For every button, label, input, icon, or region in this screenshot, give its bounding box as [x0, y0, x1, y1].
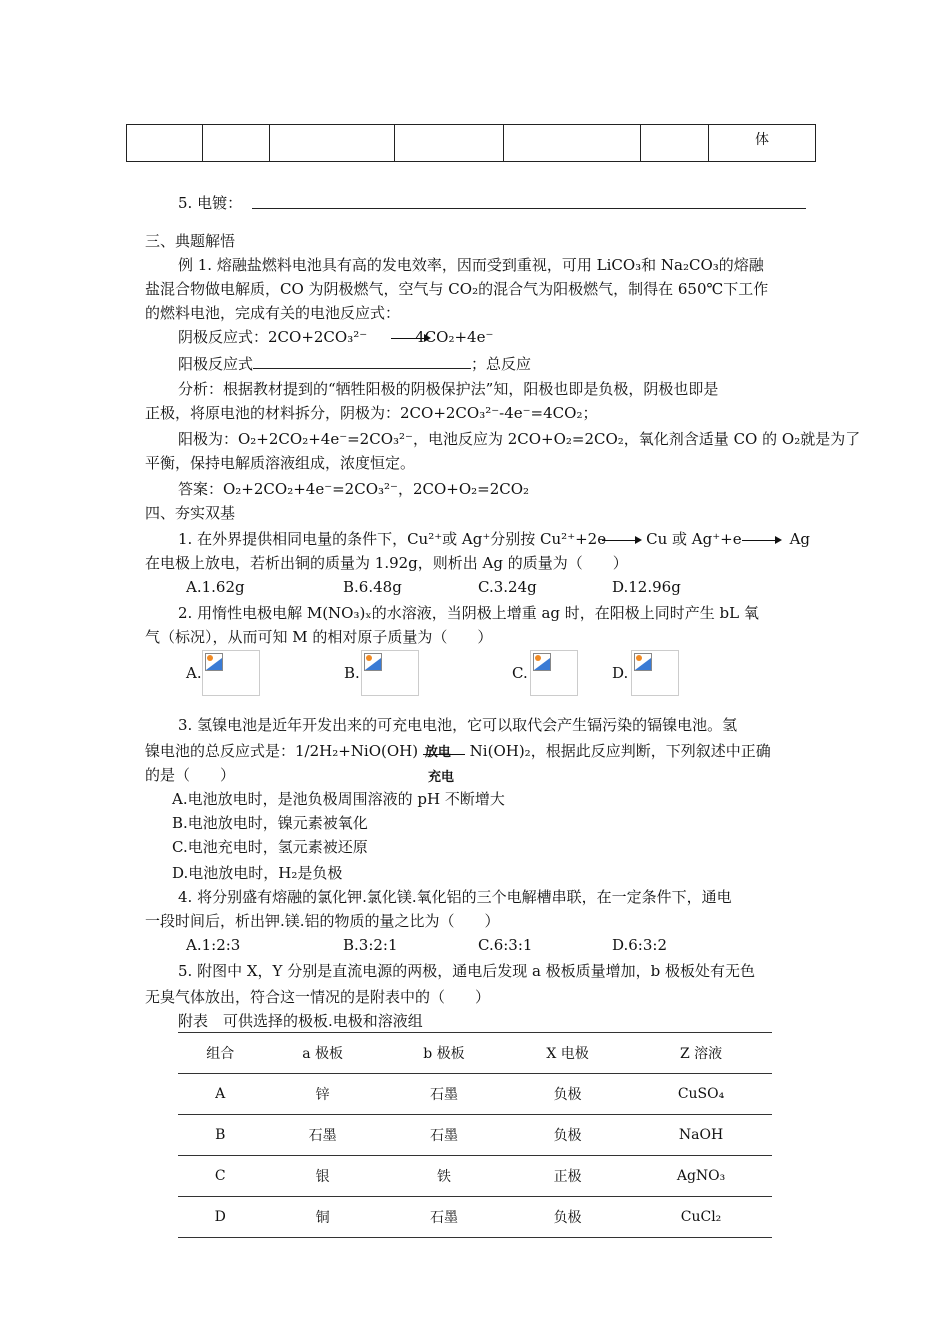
table-cell: 负极	[505, 1197, 630, 1238]
table-cell	[504, 125, 641, 162]
image-placeholder	[202, 650, 260, 696]
q2-option-b: B.	[344, 664, 360, 682]
q3-text-product: Ni(OH)₂，根据此反应判断，下列叙述中正确	[469, 742, 771, 760]
q4-option-c: C.6:3:1	[478, 936, 533, 954]
table-header: b 极板	[383, 1033, 505, 1074]
q4-option-d: D.6:3:2	[612, 936, 667, 954]
example1-line2: 盐混合物做电解质，CO 为阴极燃气，空气与 CO₂的混合气为阳极燃气，制得在 650℃下工作	[145, 280, 769, 298]
table-cell-last: 体	[709, 125, 816, 162]
table-cell: 石墨	[262, 1115, 382, 1156]
q1-option-b: B.6.48g	[343, 578, 402, 596]
q1-text-c: Ag	[789, 530, 811, 548]
table-header: X 电极	[505, 1033, 630, 1074]
q3-option-c: C.电池充电时，氢元素被还原	[172, 838, 368, 856]
analysis-line1: 分析：根据教材提到的“牺牲阳极的阴极保护法”知，阳极也即是负极，阴极也即是	[178, 380, 719, 398]
table-cell: AgNO₃	[630, 1156, 772, 1197]
q3-option-b: B.电池放电时，镍元素被氧化	[172, 814, 368, 832]
table-header: 组合	[178, 1033, 262, 1074]
analysis-line2: 正极，将原电池的材料拆分，阴极为：2CO+2CO₃²⁻-4e⁻=4CO₂；	[145, 404, 598, 422]
analysis-line3: 阳极为：O₂+2CO₂+4e⁻=2CO₃²⁻，电池反应为 2CO+O₂=2CO₂，氧化剂含适量 CO 的 O₂就是为了	[178, 430, 861, 448]
table-cell: 正极	[505, 1156, 630, 1197]
item5-blank-line	[252, 208, 806, 209]
cathode-equation	[178, 326, 493, 347]
cathode-product: 4CO₂+4e⁻	[415, 328, 494, 346]
anode-equation	[178, 352, 531, 374]
q1-text-b: Cu 或 Ag⁺+e	[646, 530, 742, 548]
table-cell	[641, 125, 709, 162]
q3-line3: 的是（ ）	[145, 766, 236, 784]
table-cell: B	[178, 1115, 262, 1156]
top-table-fragment	[126, 124, 816, 162]
reaction-arrow	[391, 333, 431, 343]
image-placeholder	[530, 650, 578, 696]
table-cell: 铜	[262, 1197, 382, 1238]
q3-line2	[145, 740, 771, 761]
table-cell: CuSO₄	[630, 1074, 772, 1115]
charge-label: 充电	[428, 770, 455, 785]
table-cell: NaOH	[630, 1115, 772, 1156]
q2-line1: 2. 用惰性电极电解 M(NO₃)ₓ的水溶液，当阴极上增重 ag 时，在阳极上同时产生 bL 氧	[178, 604, 759, 622]
table-cell: CuCl₂	[630, 1197, 772, 1238]
image-icon	[533, 653, 551, 671]
image-placeholder	[361, 650, 419, 696]
table-cell: A	[178, 1074, 262, 1115]
q5-line2: 无臭气体放出，符合这一情况的是附表中的（ ）	[145, 988, 491, 1006]
table-row	[178, 1156, 772, 1197]
reaction-arrow	[602, 535, 642, 545]
arrow-line	[423, 754, 465, 755]
q2-option-c: C.	[512, 664, 528, 682]
anode-label: 阳极反应式	[178, 355, 254, 373]
table-cell	[270, 125, 395, 162]
item5-label: 5. 电镀：	[178, 194, 243, 212]
image-placeholder	[631, 650, 679, 696]
section3-title: 三、典题解悟	[145, 232, 236, 250]
q3-option-a: A.电池放电时，是池负极周围溶液的 pH 不断增大	[172, 790, 505, 808]
table-row	[178, 1197, 772, 1238]
table-header-row	[178, 1033, 772, 1074]
table-caption: 附表 可供选择的极板.电极和溶液组	[178, 1012, 423, 1030]
q5-line1: 5. 附图中 X，Y 分别是直流电源的两极，通电后发现 a 极板质量增加，b 极板处有无色	[178, 962, 756, 980]
q2-option-d: D.	[612, 664, 629, 682]
table-cell: 锌	[262, 1074, 382, 1115]
anode-blank	[253, 352, 471, 369]
q3-option-d: D.电池放电时，H₂是负极	[172, 864, 343, 882]
q4-option-a: A.1:2:3	[186, 936, 241, 954]
q4-line2: 一段时间后，析出钾.镁.铝的物质的量之比为（ ）	[145, 912, 500, 930]
example1-line3: 的燃料电池，完成有关的电池反应式：	[145, 304, 401, 322]
table-cell: 负极	[505, 1115, 630, 1156]
total-reaction-label: ；总反应	[471, 355, 532, 373]
q1-option-c: C.3.24g	[478, 578, 537, 596]
table-cell: D	[178, 1197, 262, 1238]
q4-line1: 4. 将分别盛有熔融的氯化钾.氯化镁.氧化铝的三个电解槽串联，在一定条件下，通电	[178, 888, 732, 906]
table-cell	[127, 125, 203, 162]
table-cell: 铁	[383, 1156, 505, 1197]
discharge-label: 放电	[424, 745, 451, 760]
q4-option-b: B.3:2:1	[343, 936, 398, 954]
cathode-label: 阴极反应式：2CO+2CO₃²⁻	[178, 328, 368, 346]
table-cell: 石墨	[383, 1197, 505, 1238]
reversible-arrow	[423, 744, 465, 760]
answer-line: 答案：O₂+2CO₂+4e⁻=2CO₃²⁻，2CO+O₂=2CO₂	[178, 480, 530, 498]
image-icon	[205, 653, 223, 671]
image-icon	[364, 653, 382, 671]
q1-text-a: 1. 在外界提供相同电量的条件下，Cu²⁺或 Ag⁺分别按 Cu²⁺+2e	[178, 530, 607, 548]
example1-line1: 例 1. 熔融盐燃料电池具有高的发电效率，因而受到重视，可用 LiCO₃和 Na₂CO₃的熔融	[178, 256, 764, 274]
table-cell	[395, 125, 504, 162]
reaction-arrow	[742, 535, 782, 545]
table-row	[178, 1115, 772, 1156]
table-cell: 石墨	[383, 1074, 505, 1115]
q1-option-a: A.1.62g	[186, 578, 245, 596]
q2-option-a: A.	[186, 664, 202, 682]
q1-line2: 在电极上放电，若析出铜的质量为 1.92g，则析出 Ag 的质量为（ ）	[145, 554, 628, 572]
section4-title: 四、夯实双基	[145, 504, 236, 522]
table-header: a 极板	[262, 1033, 382, 1074]
q2-line2: 气（标况），从而可知 M 的相对原子质量为（ ）	[145, 628, 493, 646]
table-cell: 银	[262, 1156, 382, 1197]
options-table	[178, 1032, 772, 1238]
table-cell: C	[178, 1156, 262, 1197]
q3-text-b: 镍电池的总反应式是：1/2H₂+NiO(OH)	[145, 742, 419, 760]
table-header: Z 溶液	[630, 1033, 772, 1074]
q3-line1: 3. 氢镍电池是近年开发出来的可充电电池，它可以取代会产生镉污染的镉镍电池。氢	[178, 716, 738, 734]
analysis-line4: 平衡，保持电解质溶液组成，浓度恒定。	[145, 454, 416, 472]
table-cell	[203, 125, 270, 162]
q1-line1	[178, 528, 810, 549]
table-row	[178, 1074, 772, 1115]
table-cell: 石墨	[383, 1115, 505, 1156]
q1-option-d: D.12.96g	[612, 578, 681, 596]
table-cell: 负极	[505, 1074, 630, 1115]
image-icon	[634, 653, 652, 671]
